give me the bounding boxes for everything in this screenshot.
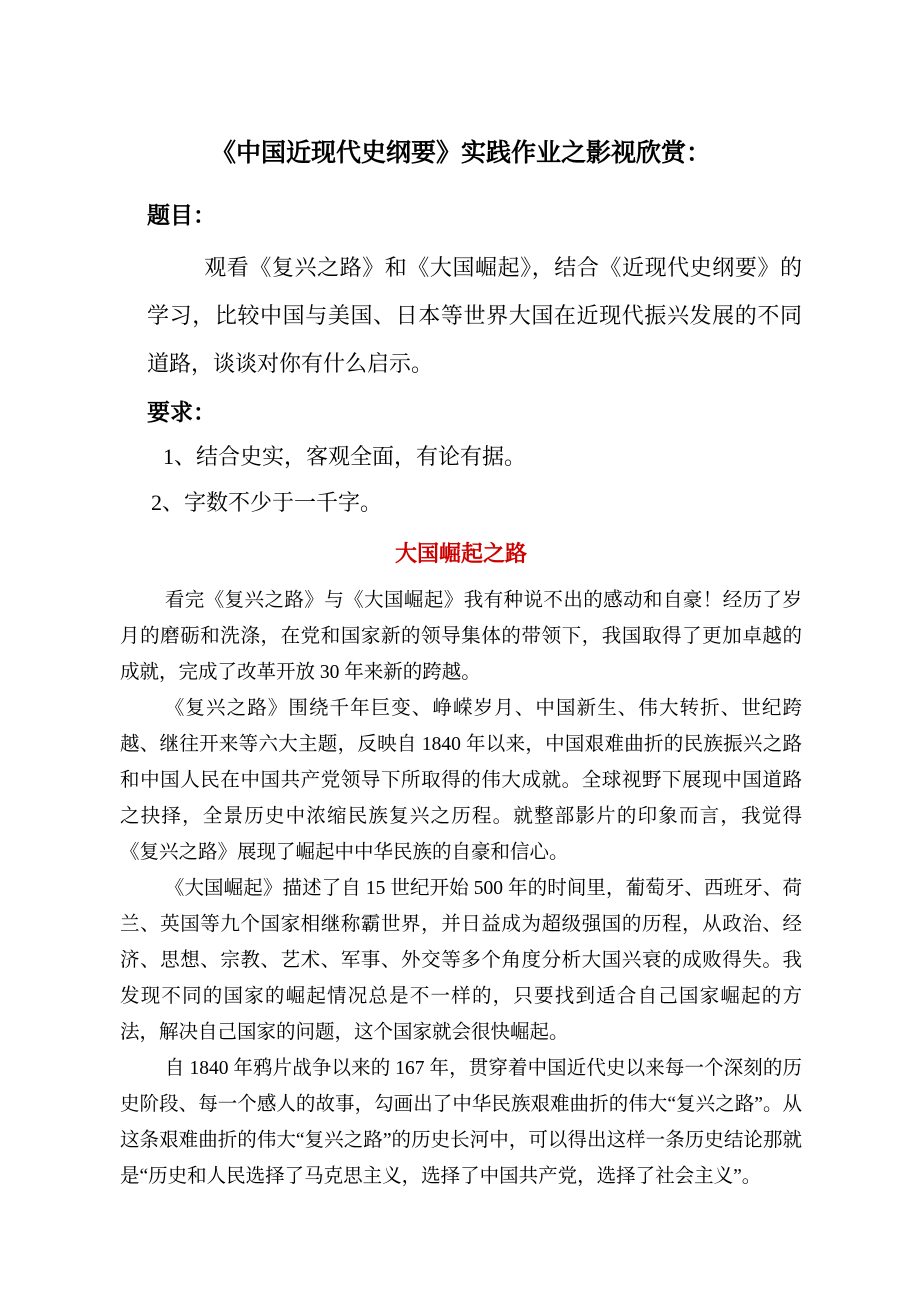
topic-text: 观看《复兴之路》和《大国崛起》，结合《近现代史纲要》的学习，比较中国与美国、日本等世界大国在近现代振兴发展的不同道路，谈谈对你有什么启示。 — [147, 255, 802, 377]
document-title: 《中国近现代史纲要》实践作业之影视欣赏： — [210, 140, 711, 167]
requirement-item: 1、结合史实，客观全面，有论有据。 — [163, 444, 527, 470]
requirements-label: 要求： — [147, 400, 216, 426]
essay-paragraph: 看完《复兴之路》与《大国崛起》我有种说不出的感动和自豪！经历了岁月的磨砺和洗涤，在党和国家新的领导集体的带领下，我国取得了更加卓越的成就，完成了改革开放 30 年来新的跨越。 — [120, 589, 802, 683]
essay-paragraph: 《大国崛起》描述了自 15 世纪开始 500 年的时间里，葡萄牙、西班牙、荷兰、英国等九个国家相继称霸世界，并日益成为超级强国的历程，从政治、经济、思想、宗教、艺术、军事、外交等多个角度分析大国兴衰的成败得失。我发现不同的国家的崛起情况总是不一样的，只要找到适合自己国家崛起的方法，解决自己国家的问题，这个国家就会很快崛起。 — [120, 877, 802, 1043]
requirement-item: 2、字数不少于一千字。 — [151, 490, 383, 516]
assignment-section — [147, 201, 802, 519]
topic-label: 题目： — [147, 202, 216, 228]
essay-title: 大国崛起之路 — [394, 541, 527, 567]
essay-body — [120, 583, 802, 1195]
essay-paragraph: 自 1840 年鸦片战争以来的 167 年，贯穿着中国近代史以来每一个深刻的历史阶段、每一个感人的故事，勾画出了中华民族艰难曲折的伟大“复兴之路”。从这条艰难曲折的伟大“复兴之路”的历史长河中，可以得出这样一条历史结论那就是“历史和人民选择了马克思主义，选择了中国共产党，选择了社会主义”。 — [120, 1057, 802, 1187]
essay-paragraph: 《复兴之路》围绕千年巨变、峥嵘岁月、中国新生、伟大转折、世纪跨越、继往开来等六大主题，反映自 1840 年以来，中国艰难曲折的民族振兴之路和中国人民在中国共产党领导下所取得的伟大成就。全球视野下展现中国道路之抉择，全景历史中浓缩民族复兴之历程。就整部影片的印象而言，我觉得《复兴之路》展现了崛起中中华民族的自豪和信心。 — [120, 697, 802, 863]
